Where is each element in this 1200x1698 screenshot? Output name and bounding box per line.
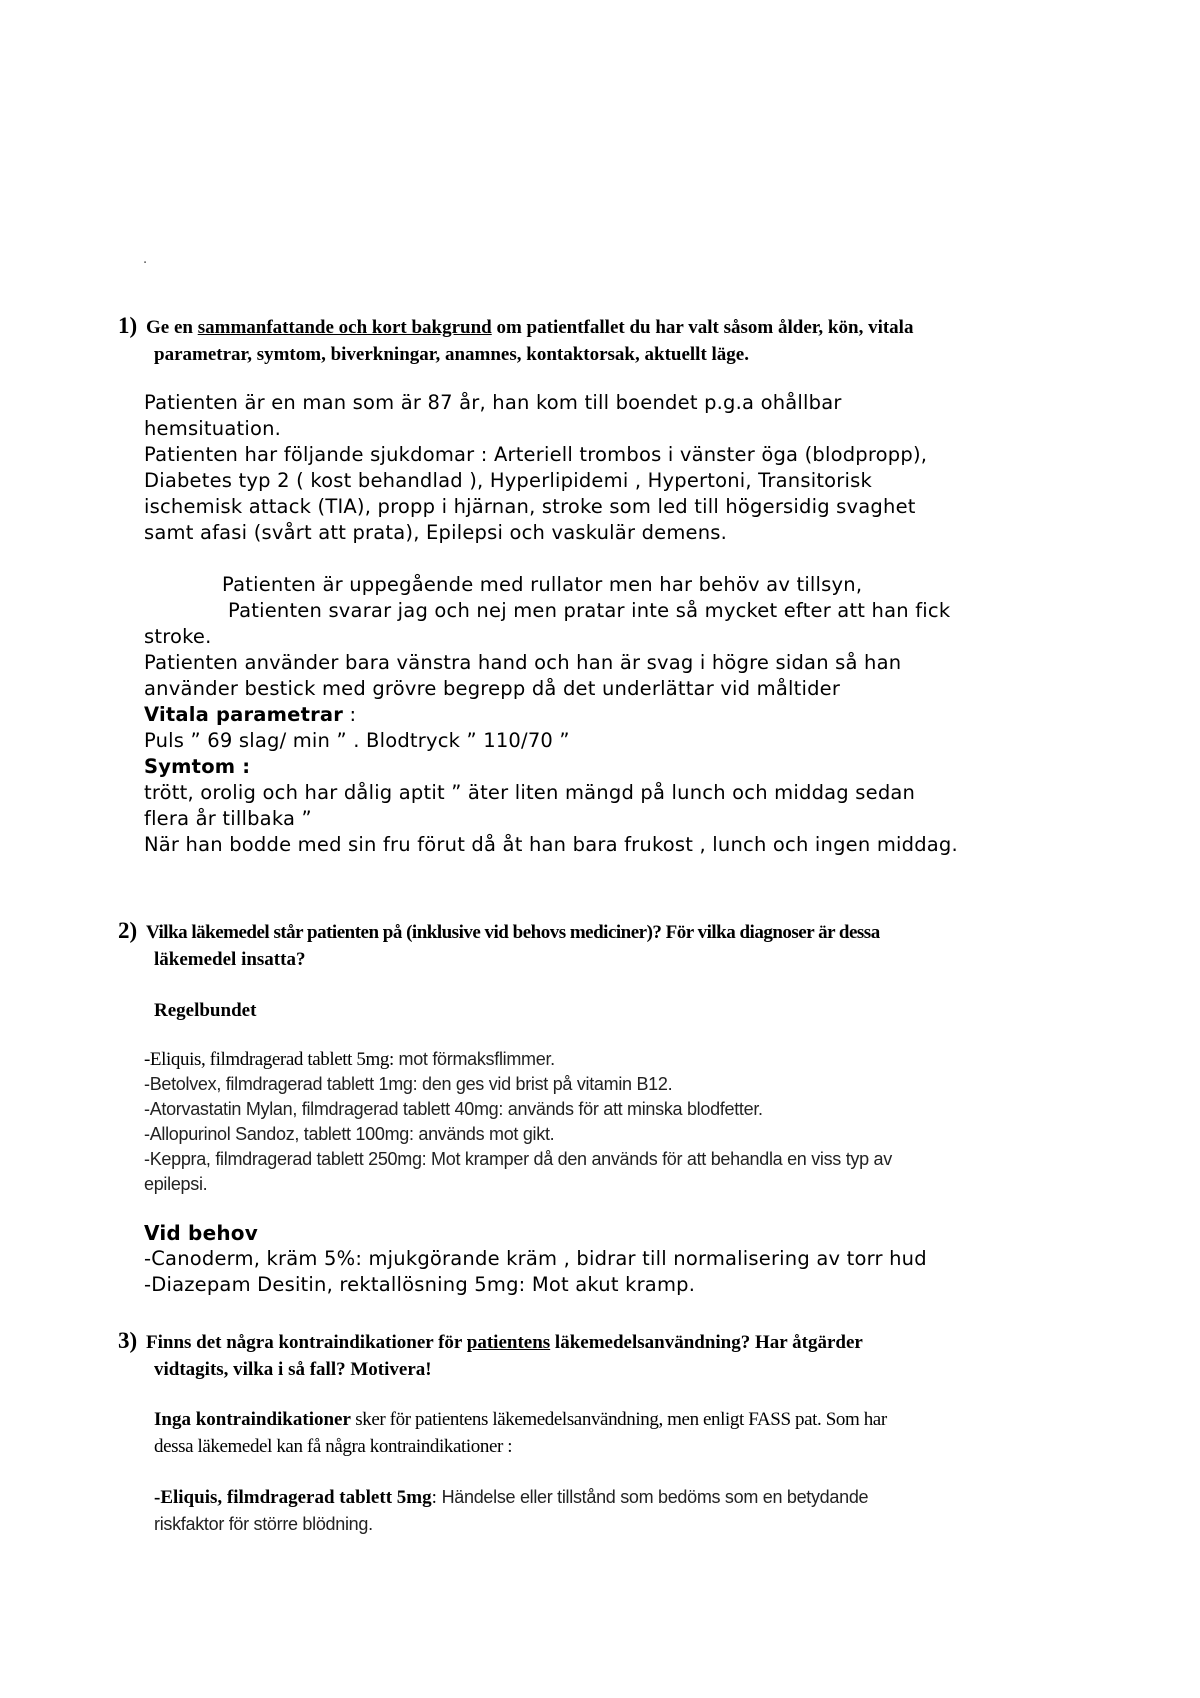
paragraph-text: sker för patientens läkemedelsanvändning, men enligt FASS pat. Som har (350, 1409, 887, 1430)
question-2 (118, 917, 1078, 973)
question-text-line2: parametrar, symtom, biverkningar, anamnes, kontaktorsak, aktuellt läge. (154, 344, 749, 365)
regular-heading: Regelbundet (154, 1000, 257, 1021)
vital-parameters-heading (144, 702, 1084, 728)
list-item: -Canoderm, kräm 5%: mjukgörande kräm , bidrar till normalisering av torr hud (144, 1247, 927, 1270)
question-number: 2) (118, 918, 138, 943)
question-text: Ge en (146, 317, 198, 338)
paragraph-line (154, 1484, 1084, 1511)
question-underlined-text: patientens (466, 1332, 551, 1353)
paragraph-line: flera år tillbaka ” (144, 807, 312, 830)
list-item: -Keppra, filmdragerad tablett 250mg: Mot kramper då den används för att behandla en viss typ av (144, 1149, 892, 1169)
list-item: -Betolvex, filmdragerad tablett 1mg: den ges vid brist på vitamin B12. (144, 1074, 673, 1094)
vital-values: Puls ” 69 slag/ min ” . Blodtryck ” 110/70 ” (144, 729, 570, 752)
paragraph-line: samt afasi (svårt att prata), Epilepsi och vaskulär demens. (144, 521, 728, 544)
question-text-line2: vidtagits, vilka i så fall? Motivera! (154, 1359, 432, 1380)
stray-dot: . (143, 252, 148, 267)
paragraph-line (154, 1406, 1084, 1433)
paragraph-line: trött, orolig och har dålig aptit ” äter liten mängd på lunch och middag sedan (144, 781, 916, 804)
question-text: Vilka läkemedel står patienten på (inklusive vid behovs mediciner)? För vilka diagnoser är dessa (146, 922, 880, 943)
regular-medication-list (144, 1047, 1094, 1197)
question-text: läkemedelsanvändning? Har åtgärder (550, 1332, 863, 1353)
paragraph-line: Diabetes typ 2 ( kost behandlad ), Hyperlipidemi , Hypertoni, Transitorisk (144, 469, 872, 492)
list-item: -Diazepam Desitin, rektallösning 5mg: Mot akut kramp. (144, 1273, 696, 1296)
question-text-line2: läkemedel insatta? (154, 949, 306, 970)
symtom-heading: Symtom : (144, 755, 251, 778)
colon: : (431, 1487, 437, 1508)
paragraph-line: När han bodde med sin fru förut då åt han bara frukost , lunch och ingen middag. (144, 833, 958, 856)
paragraph-line: hemsituation. (144, 417, 282, 440)
paragraph-line: Patienten använder bara vänstra hand och han är svag i högre sidan så han (144, 651, 902, 674)
question-text: Finns det några kontraindikationer för (146, 1332, 467, 1353)
paragraph-line: Patienten är uppegående med rullator men har behöv av tillsyn, (222, 573, 863, 596)
question-3 (118, 1327, 1078, 1383)
paragraph-line: stroke. (144, 625, 212, 648)
paragraph-line: Patienten är en man som är 87 år, han kom till boendet p.g.a ohållbar (144, 391, 842, 414)
list-item: epilepsi. (144, 1174, 208, 1194)
list-item: -Atorvastatin Mylan, filmdragerad tablett 40mg: används för att minska blodfetter. (144, 1099, 763, 1119)
answer-3-paragraph-1 (154, 1406, 1084, 1460)
med-indication: mot förmaksflimmer. (393, 1049, 555, 1069)
question-text: om patientfallet du har valt såsom ålder, kön, vitala (491, 317, 914, 338)
paragraph-line: ischemisk attack (TIA), propp i hjärnan, stroke som led till högersidig svaghet (144, 495, 916, 518)
question-number: 3) (118, 1328, 138, 1353)
bold-text: -Eliquis, filmdragerad tablett 5mg (154, 1487, 432, 1508)
paragraph-line: Patienten har följande sjukdomar : Arteriell trombos i vänster öga (blodpropp), (144, 443, 928, 466)
vital-heading-text: Vitala parametrar (144, 703, 344, 726)
paragraph-line: riskfaktor för större blödning. (154, 1514, 373, 1534)
answer-3-paragraph-2 (154, 1484, 1084, 1538)
spacer (144, 546, 1084, 572)
paragraph-line: Patienten svarar jag och nej men pratar inte så mycket efter att han fick (228, 599, 951, 622)
med-name: -Eliquis, filmdragerad tablett 5mg: (144, 1049, 394, 1070)
paragraph-line: dessa läkemedel kan få några kontraindikationer : (154, 1436, 513, 1457)
answer-1 (144, 390, 1084, 858)
vital-heading-colon: : (343, 703, 357, 726)
prn-heading: Vid behov (144, 1221, 258, 1245)
paragraph-line: använder bestick med grövre begrepp då det underlättar vid måltider (144, 677, 841, 700)
list-item (144, 1047, 1094, 1072)
prn-section (144, 1220, 1084, 1298)
bold-text: Inga kontraindikationer (154, 1409, 351, 1430)
question-number: 1) (118, 313, 138, 338)
list-item: -Allopurinol Sandoz, tablett 100mg: används mot gikt. (144, 1124, 555, 1144)
question-1 (118, 312, 1078, 368)
paragraph-text: Händelse eller tillstånd som bedöms som en betydande (436, 1487, 869, 1507)
question-underlined-text: sammanfattande och kort bakgrund (197, 317, 492, 338)
